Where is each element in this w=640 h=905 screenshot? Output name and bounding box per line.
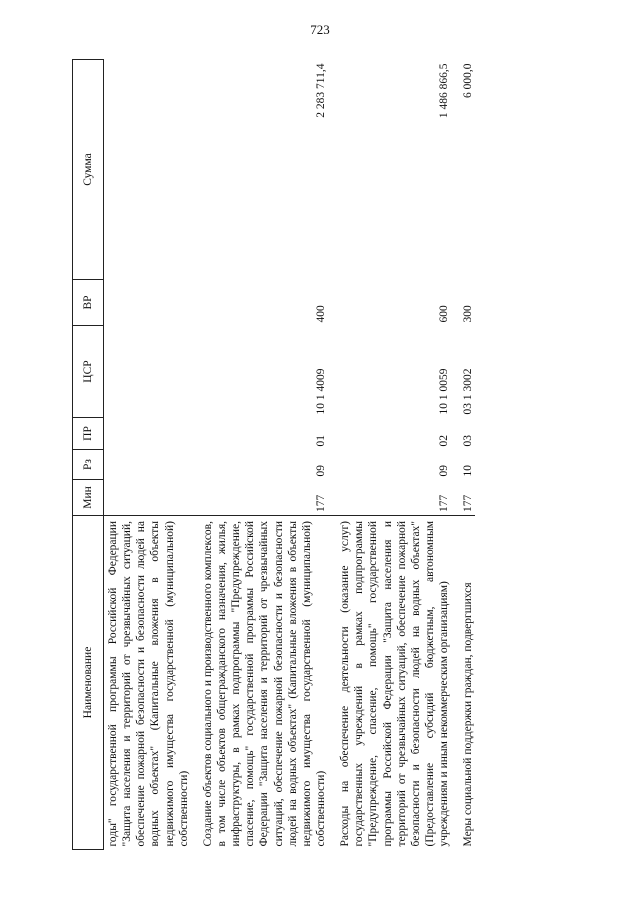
row-vr	[104, 280, 191, 326]
row-sum: 6 000,0	[462, 63, 475, 98]
row-csr: 10 1 4009	[314, 368, 327, 415]
rotated-document-body	[72, 60, 612, 850]
table-row	[460, 60, 475, 850]
row-spacer	[328, 60, 337, 850]
header-pr: ПР	[73, 418, 104, 450]
row-min: 177	[314, 494, 327, 512]
row-name: Создание объектов социального и производственного комплексов, в том числе объектов общегражданского назначения, жилья, инфраструктуры, в рамках подпрограммы "Предупреждение, спасение, помощь" государственной программы Российской Федерации "Защита населения и территорий от чрезвычайных ситуаций, обеспечение пожарной безопасности и безопасности людей на водных объектах" (Капитальные вложения в объекты недвижимого имущества государственной (муниципальной) собственности)	[200, 516, 328, 850]
row-min: 177	[462, 494, 475, 512]
page-number: 723	[310, 22, 330, 37]
row-csr	[104, 326, 191, 418]
row-spacer	[451, 60, 460, 850]
row-rz: 10	[462, 465, 475, 477]
row-sum: 1 486 866,5	[438, 63, 451, 119]
row-csr: 10 1 0059	[438, 368, 451, 415]
row-pr	[104, 418, 191, 450]
row-pr: 03	[462, 435, 475, 447]
row-min: 177	[438, 494, 451, 512]
row-name: Меры социальной поддержки граждан, подвергшихся	[460, 516, 475, 850]
row-vr: 600	[438, 305, 451, 323]
table-header-row	[73, 60, 104, 850]
table-row	[200, 60, 328, 850]
row-rz: 09	[314, 465, 327, 477]
row-rz	[104, 450, 191, 480]
row-vr: 400	[314, 305, 327, 323]
row-pr: 01	[314, 435, 327, 447]
header-rz: Рз	[73, 450, 104, 480]
header-min: Мин	[73, 480, 104, 516]
row-name: годы" государственной программы Российской Федерации "Защита населения и территорий от чрезвычайных ситуаций, обеспечение пожарной безопасности и безопасности людей на водных объектах" (Капитальные вложения в объекты недвижимого имущества государственной (муниципальной) собственности)	[104, 516, 191, 850]
header-csr: ЦСР	[73, 326, 104, 418]
table-row	[337, 60, 451, 850]
budget-table	[72, 59, 475, 850]
row-spacer	[191, 60, 200, 850]
table-row	[104, 60, 191, 850]
row-min	[104, 480, 191, 516]
row-sum: 2 283 711,4	[314, 63, 327, 118]
header-sum: Сумма	[73, 60, 104, 280]
row-vr: 300	[462, 305, 475, 323]
row-name: Расходы на обеспечение деятельности (оказание услуг) государственных учреждений в рамках подпрограммы "Предупреждение, спасение, помощь" государственной программы Российской Федерации "Защита населения и территорий от чрезвычайных ситуаций, обеспечение пожарной безопасности и безопасности людей на водных объектах" (Предоставление субсидий бюджетным, автономным учреждениям и иным некоммерческим организациям)	[337, 516, 451, 850]
row-rz: 09	[438, 465, 451, 477]
row-pr: 02	[438, 435, 451, 447]
row-csr: 03 1 3002	[462, 368, 475, 415]
header-vr: ВР	[73, 280, 104, 326]
row-sum	[104, 60, 191, 280]
header-name: Наименование	[73, 516, 104, 850]
